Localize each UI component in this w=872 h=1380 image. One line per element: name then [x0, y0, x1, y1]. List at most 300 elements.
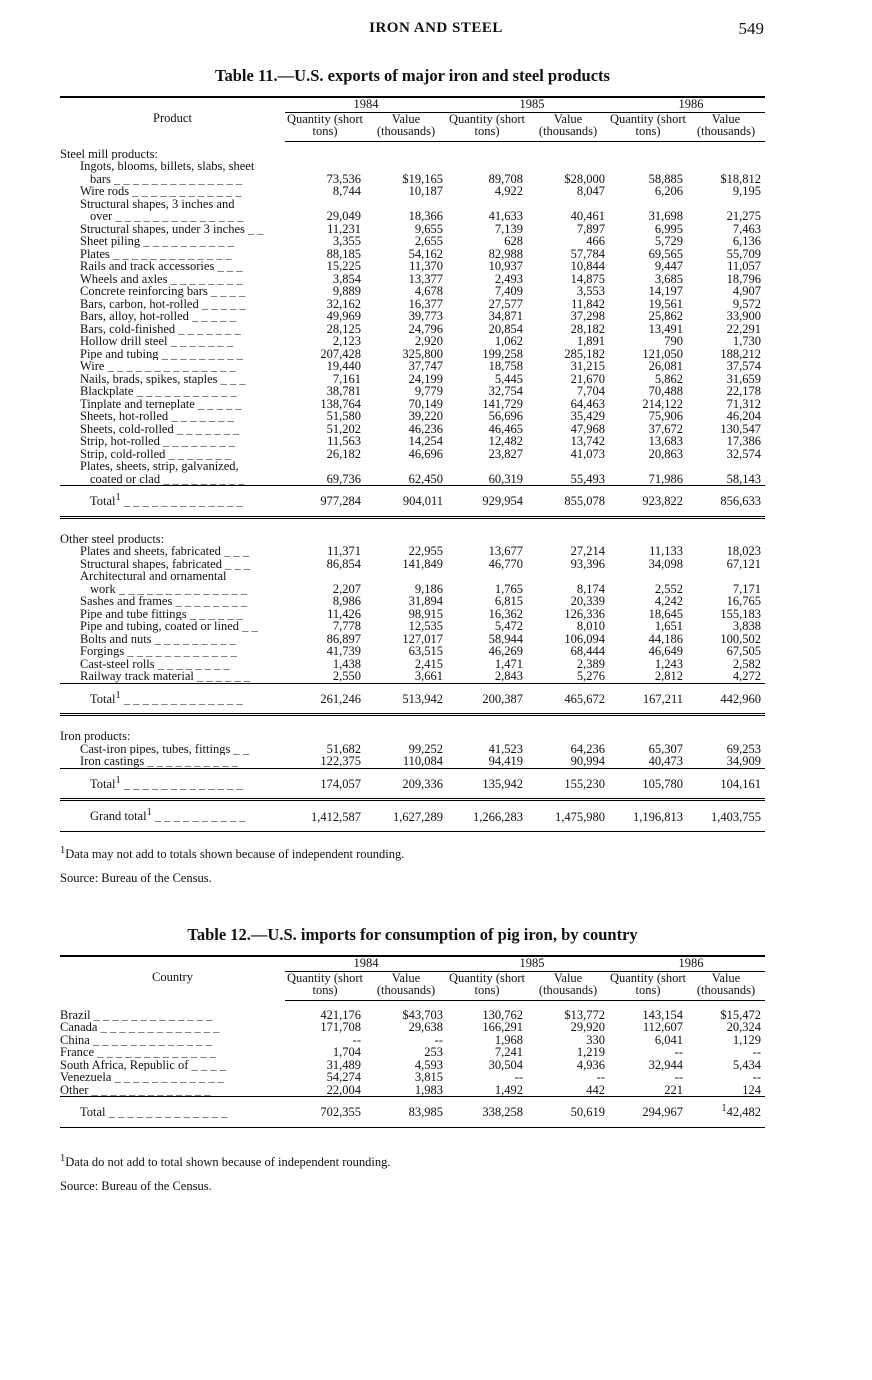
dot-leader: _ _ _ _ _ _ _ _ _ _ _ _ _	[88, 1083, 211, 1097]
row-label-text: Tinplate and terneplate	[80, 397, 195, 410]
year-header: 1984	[285, 97, 447, 112]
row-label	[60, 595, 285, 608]
cell-value: 31,489	[326, 1057, 361, 1072]
row-label-text: Ingots, blooms, billets, slabs, sheet	[80, 160, 255, 173]
row-label-text: Other	[60, 1083, 89, 1097]
cell-value: 93,396	[570, 556, 605, 571]
footnote-marker: 1	[146, 807, 152, 819]
dot-leader: _ _ _ _ _ _ _ _ _ _ _ _ _ _	[110, 171, 243, 185]
cell-value: 13,677	[488, 544, 523, 559]
running-head	[0, 20, 872, 40]
dot-leader: _ _ _ _ _ _ _ _ _ _ _ _ _	[97, 1021, 220, 1034]
spacer-cell	[609, 517, 687, 527]
spacer-cell	[447, 517, 527, 527]
cell-value: 11,563	[327, 434, 361, 448]
cell-value: 1,243	[654, 656, 683, 671]
row-label-text: Total	[90, 691, 116, 706]
row-label	[60, 360, 285, 373]
cell-value: 1,651	[654, 619, 683, 634]
cell-value: 18,023	[726, 544, 761, 559]
cell-value: 5,729	[654, 234, 683, 248]
cell-value: 69,253	[726, 741, 761, 756]
cell-value: 55,493	[570, 471, 605, 486]
cell-value: 1,704	[332, 1045, 361, 1059]
row-label-text: Nails, brads, spikes, staples	[80, 372, 218, 385]
cell-value: 1,266,283	[473, 809, 523, 824]
table-cell	[687, 768, 765, 800]
row-label	[60, 1097, 285, 1128]
dot-leader: _ _ _	[220, 545, 250, 558]
table-cell	[687, 448, 765, 461]
cell-value: 65,307	[648, 741, 683, 756]
cell-value: 207,428	[320, 346, 361, 361]
cell-value: 31,659	[726, 371, 761, 386]
row-spacer	[60, 517, 765, 527]
table-cell	[527, 1097, 609, 1128]
footnote-marker: 1	[115, 492, 121, 503]
table-cell	[527, 1084, 609, 1097]
cell-value: 11,231	[327, 221, 361, 236]
cell-value: 29,920	[570, 1020, 605, 1034]
cell-value: 82,988	[488, 246, 523, 261]
cell-value: 856,633	[720, 494, 761, 509]
cell-value: 51,202	[326, 421, 361, 436]
cell-value: 41,073	[570, 446, 605, 461]
table-cell	[687, 1097, 765, 1128]
table-cell	[609, 185, 687, 198]
table-cell	[285, 198, 365, 223]
cell-value: 18,645	[648, 606, 683, 621]
cell-value: 143,154	[642, 1007, 683, 1022]
cell-value: 127,017	[402, 631, 443, 646]
cell-value: 42,482	[726, 1105, 761, 1120]
table-cell	[285, 570, 365, 595]
table-cell	[527, 486, 609, 518]
cell-value: 167,211	[642, 691, 683, 706]
row-label	[60, 285, 285, 298]
cell-value: 14,254	[408, 434, 443, 448]
table-row	[60, 1084, 765, 1097]
dot-leader: _ _ _ _ _ _ _ _ _	[160, 471, 245, 486]
row-label	[60, 800, 285, 832]
table-cell	[527, 460, 609, 486]
cell-value: 63,515	[408, 644, 443, 659]
table-cell	[285, 486, 365, 518]
cell-value: 62,450	[408, 471, 443, 486]
cell-value: 64,463	[570, 396, 605, 411]
cell-value: 29,049	[326, 209, 361, 223]
table-cell	[687, 570, 765, 595]
row-label-text: Plates	[80, 247, 110, 260]
row-label	[60, 1071, 285, 1084]
cell-value: $43,703	[402, 1007, 443, 1022]
row-label-text: work	[90, 581, 116, 596]
table-cell	[609, 670, 687, 683]
dot-leader: _ _	[244, 222, 264, 235]
cell-value: 6,206	[654, 184, 683, 198]
table-cell	[447, 670, 527, 683]
cell-value: 7,463	[732, 221, 761, 236]
row-label-text: Grand total	[90, 809, 147, 824]
cell-value: 9,889	[332, 284, 361, 298]
cell-value: 7,171	[732, 581, 761, 596]
dot-leader: _ _ _ _	[188, 1058, 226, 1071]
table-cell	[365, 570, 447, 595]
cell-value: 3,661	[414, 669, 443, 684]
dot-leader: _ _ _	[217, 372, 246, 385]
quantity-column-header: Quantity (short tons)	[447, 971, 527, 1000]
cell-value: 14,875	[570, 271, 605, 286]
table-cell	[609, 486, 687, 518]
cell-value: 214,122	[642, 396, 683, 411]
cell-value: 122,375	[320, 754, 361, 769]
dot-leader: _ _ _ _ _ _ _ _	[167, 272, 243, 285]
value-column-header: Value (thousands)	[527, 112, 609, 141]
row-label-text: Bars, cold-finished	[80, 322, 176, 335]
cell-value: --	[434, 1032, 443, 1047]
row-label	[60, 235, 285, 248]
row-label	[60, 1046, 285, 1059]
row-label	[60, 620, 285, 633]
cell-value: 67,505	[726, 644, 761, 659]
cell-value: 1,492	[494, 1082, 523, 1097]
cell-value: 9,655	[414, 221, 443, 236]
cell-value: 285,182	[564, 346, 605, 361]
dot-leader: _ _ _ _ _ _ _ _ _ _ _ _	[129, 185, 242, 198]
cell-value: 50,619	[570, 1105, 605, 1120]
quantity-column-header: Quantity (short tons)	[447, 112, 527, 141]
cell-value: 141,849	[402, 556, 443, 571]
cell-value: 3,838	[732, 619, 761, 634]
cell-value: 6,815	[494, 594, 523, 609]
cell-value: 100,502	[720, 631, 761, 646]
quantity-column-header: Quantity (short tons)	[285, 971, 365, 1000]
table-cell	[687, 670, 765, 683]
row-label-text: Bars, carbon, hot-rolled	[80, 297, 199, 310]
cell-value: 32,162	[326, 296, 361, 311]
table-12-footnote	[60, 1153, 390, 1170]
cell-value: 104,161	[720, 776, 761, 791]
cell-value: $15,472	[720, 1007, 761, 1022]
cell-value: 1,062	[494, 334, 523, 348]
table-cell	[527, 683, 609, 715]
section-heading: Steel mill products:	[60, 146, 158, 160]
footnote-marker: 1	[60, 845, 66, 856]
value-column-header: Value (thousands)	[527, 971, 609, 1000]
cell-value: 34,871	[488, 309, 523, 323]
cell-value: 2,843	[494, 669, 523, 684]
cell-value: 54,162	[408, 246, 443, 261]
table-row	[60, 1071, 765, 1084]
dot-leader: _ _ _ _ _ _ _	[167, 335, 234, 348]
table-row	[60, 323, 765, 336]
table-cell	[527, 800, 609, 832]
table-cell	[687, 198, 765, 223]
row-label-text: Structural shapes, 3 inches and	[80, 197, 235, 211]
row-label	[60, 633, 285, 646]
row-label-text: Sheets, cold-rolled	[80, 422, 174, 435]
cell-value: 702,355	[320, 1105, 361, 1120]
row-label	[60, 410, 285, 423]
cell-value: 442,960	[720, 691, 761, 706]
table-cell	[447, 800, 527, 832]
table-12-body	[60, 1000, 765, 1127]
cell-value: 40,461	[570, 209, 605, 223]
cell-value: 51,580	[326, 409, 361, 423]
row-label-text: Rails and track accessories	[80, 260, 215, 273]
cell-value: 8,986	[332, 594, 361, 609]
cell-value: 39,773	[408, 309, 443, 323]
cell-value: 71,312	[726, 396, 761, 411]
table-row	[60, 460, 765, 486]
table-cell	[447, 448, 527, 461]
spacer-cell	[365, 517, 447, 527]
row-label	[60, 645, 285, 658]
dot-leader: _ _ _ _ _ _ _ _	[159, 435, 235, 448]
dot-leader: _ _ _ _ _ _ _	[168, 410, 234, 423]
table-cell	[609, 558, 687, 571]
cell-value: 31,894	[408, 594, 443, 609]
cell-value: 46,770	[488, 556, 523, 571]
cell-value: 253	[424, 1045, 443, 1059]
cell-value: 41,523	[488, 741, 523, 756]
table-cell	[447, 198, 527, 223]
row-label-text: coated or clad	[90, 471, 161, 486]
table-cell	[447, 768, 527, 800]
dot-leader: _ _ _ _ _ _ _ _ _	[151, 632, 236, 646]
cell-value: 130,547	[720, 421, 761, 436]
cell-value: 89,708	[488, 171, 523, 186]
cell-value: 3,355	[332, 234, 361, 248]
table-cell	[609, 460, 687, 486]
row-label-text: Sashes and frames	[80, 595, 173, 608]
row-label-text: Plates, sheets, strip, galvanized,	[80, 460, 239, 473]
table-11-footnote	[60, 845, 404, 862]
total-row	[60, 683, 765, 715]
cell-value: 4,936	[576, 1057, 605, 1072]
dot-leader: _ _ _ _ _ _ _ _ _ _	[144, 755, 238, 769]
cell-value: 99,252	[408, 741, 443, 756]
table-cell	[609, 1097, 687, 1128]
cell-value: 11,371	[327, 544, 361, 559]
cell-value: 1,196,813	[633, 809, 683, 824]
cell-value: 44,186	[648, 631, 683, 646]
cell-value: 41,633	[488, 209, 523, 223]
total-row	[60, 768, 765, 800]
cell-value: 38,781	[326, 384, 361, 398]
cell-value: 98,915	[408, 606, 443, 621]
cell-value: 10,187	[408, 184, 443, 198]
spacer-cell	[687, 715, 765, 725]
cell-value: 513,942	[402, 691, 443, 706]
cell-value: 22,004	[326, 1082, 361, 1097]
row-label-text: Wire	[80, 360, 105, 373]
row-label	[60, 260, 285, 273]
table-cell	[687, 1084, 765, 1097]
cell-value: 8,174	[576, 581, 605, 596]
cell-value: --	[596, 1070, 605, 1084]
cell-value: 28,182	[570, 321, 605, 336]
cell-value: 54,274	[326, 1070, 361, 1084]
cell-value: 20,324	[726, 1020, 761, 1034]
footnote-text: Data may not add to totals shown because of independent rounding.	[65, 847, 405, 862]
cell-value: 23,827	[488, 446, 523, 461]
cell-value: 1,983	[414, 1082, 443, 1097]
dot-leader: _ _ _ _ _ _ _ _ _ _	[140, 235, 234, 248]
spacer-cell	[609, 715, 687, 725]
cell-value: 13,377	[408, 271, 443, 286]
table-cell	[447, 1097, 527, 1128]
table-cell	[365, 198, 447, 223]
cell-value: 70,149	[408, 396, 443, 411]
row-label-text: China	[60, 1033, 90, 1046]
table-cell	[365, 160, 447, 185]
dot-leader: _ _ _	[214, 260, 243, 273]
table-cell	[285, 755, 365, 768]
quantity-column-header: Quantity (short tons)	[609, 971, 687, 1000]
row-label-text: Total	[80, 1105, 106, 1120]
cell-value: 58,885	[648, 171, 683, 186]
cell-value: 18,366	[408, 209, 443, 223]
table-cell	[365, 683, 447, 715]
row-label-text: Cast-steel rolls	[80, 657, 155, 671]
quantity-column-header: Quantity (short tons)	[285, 112, 365, 141]
table-cell	[527, 185, 609, 198]
cell-value: 27,577	[488, 296, 523, 311]
table-cell	[687, 558, 765, 571]
cell-value: 4,678	[414, 284, 443, 298]
cell-value: 8,010	[576, 619, 605, 634]
spacer-cell	[285, 517, 365, 527]
table-cell	[365, 1097, 447, 1128]
cell-value: 41,739	[326, 644, 361, 659]
cell-value: 121,050	[642, 346, 683, 361]
cell-value: 330	[586, 1032, 605, 1047]
table-cell	[447, 683, 527, 715]
cell-value: 1,471	[494, 656, 523, 671]
dot-leader: _ _ _ _ _ _ _ _ _ _ _ _ _	[120, 494, 243, 509]
table-12-title: Table 12.—U.S. imports for consumption of pig iron, by country	[187, 925, 638, 944]
cell-value: 200,387	[482, 691, 523, 706]
row-label-text: Structural shapes, fabricated	[80, 557, 222, 571]
cell-value: 442	[586, 1082, 605, 1097]
table-row	[60, 670, 765, 683]
cell-value: 86,854	[326, 556, 361, 571]
cell-value: 37,747	[408, 359, 443, 373]
cell-value: 4,272	[732, 669, 761, 684]
row-label	[60, 160, 285, 185]
table-cell	[285, 448, 365, 461]
cell-value: 7,778	[332, 619, 361, 634]
cell-value: 10,844	[570, 259, 605, 273]
spacer-cell	[60, 1000, 285, 1009]
cell-value: 923,822	[642, 494, 683, 509]
dot-leader: _ _ _ _ _ _ _ _ _ _ _ _ _ _	[115, 581, 247, 596]
value-column-header: Value (thousands)	[365, 971, 447, 1000]
cell-value: 5,434	[732, 1057, 761, 1072]
table-cell	[285, 768, 365, 800]
cell-value: 188,212	[720, 346, 761, 361]
row-label-text: Wheels and axles	[80, 272, 168, 285]
cell-value: 75,906	[648, 409, 683, 423]
table-cell	[609, 160, 687, 185]
dot-leader: _ _ _ _ _ _ _ _ _ _ _ _	[111, 1071, 224, 1084]
spacer-cell	[527, 517, 609, 527]
table-cell	[447, 570, 527, 595]
spacer-cell	[687, 517, 765, 527]
cell-value: 155,183	[720, 606, 761, 621]
row-label-text: Sheet piling	[80, 235, 141, 248]
row-label	[60, 1059, 285, 1072]
row-label-text: Canada	[60, 1021, 98, 1034]
spacer-cell	[447, 715, 527, 725]
cell-value: 166,291	[482, 1020, 523, 1034]
cell-value: 27,214	[570, 544, 605, 559]
table-cell	[285, 185, 365, 198]
table-row	[60, 160, 765, 185]
cell-value: 3,815	[414, 1070, 443, 1084]
table-11-source: Source: Bureau of the Census.	[60, 871, 212, 885]
dot-leader: _ _ _ _ _ _ _ _ _ _ _ _ _ _	[104, 360, 236, 373]
cell-value: 2,493	[494, 271, 523, 286]
cell-value: 58,944	[488, 631, 523, 646]
cell-value: --	[674, 1070, 683, 1084]
table-cell	[447, 185, 527, 198]
footnote-marker: 1	[60, 1153, 66, 1164]
cell-value: 155,230	[564, 776, 605, 791]
table-cell	[365, 486, 447, 518]
row-label-text: Pipe and tubing, coated or lined	[80, 620, 239, 633]
cell-value: 2,582	[732, 656, 761, 671]
table-cell	[285, 460, 365, 486]
cell-value: 294,967	[642, 1105, 683, 1120]
table-cell	[285, 160, 365, 185]
cell-value: --	[752, 1070, 761, 1084]
cell-value: 28,125	[326, 321, 361, 336]
cell-value: 18,796	[726, 271, 761, 286]
section-heading-row	[60, 141, 765, 160]
dot-leader: _ _ _ _ _ _ _	[173, 422, 240, 435]
row-label-text: Plates and sheets, fabricated	[80, 545, 221, 558]
cell-value: 7,897	[576, 221, 605, 236]
row-label	[60, 1034, 285, 1047]
year-header: 1985	[447, 97, 609, 112]
cell-value: 49,969	[326, 309, 361, 323]
cell-value: 17,386	[726, 434, 761, 448]
row-label-text: Structural shapes, under 3 inches	[80, 222, 245, 235]
cell-value: 7,704	[576, 384, 605, 398]
cell-value: 90,994	[570, 754, 605, 769]
table-11-title: Table 11.—U.S. exports of major iron and steel products	[215, 66, 610, 85]
cell-value: 16,765	[726, 594, 761, 609]
table-cell	[609, 448, 687, 461]
table-cell	[687, 683, 765, 715]
cell-value: 15,225	[326, 259, 361, 273]
cell-value: 6,995	[654, 221, 683, 236]
row-label-text: Strip, hot-rolled	[80, 435, 160, 448]
table-cell	[527, 570, 609, 595]
cell-value: 171,708	[320, 1020, 361, 1034]
cell-value: 60,319	[488, 471, 523, 486]
cell-value: 56,696	[488, 409, 523, 423]
cell-value: 2,655	[414, 234, 443, 248]
row-label-text: Iron castings	[80, 755, 145, 769]
cell-value: 24,796	[408, 321, 443, 336]
dot-leader: _ _ _ _ _	[188, 310, 236, 323]
dot-leader: _ _ _ _	[207, 285, 246, 298]
row-label	[60, 743, 285, 756]
cell-value: 1,438	[332, 656, 361, 671]
